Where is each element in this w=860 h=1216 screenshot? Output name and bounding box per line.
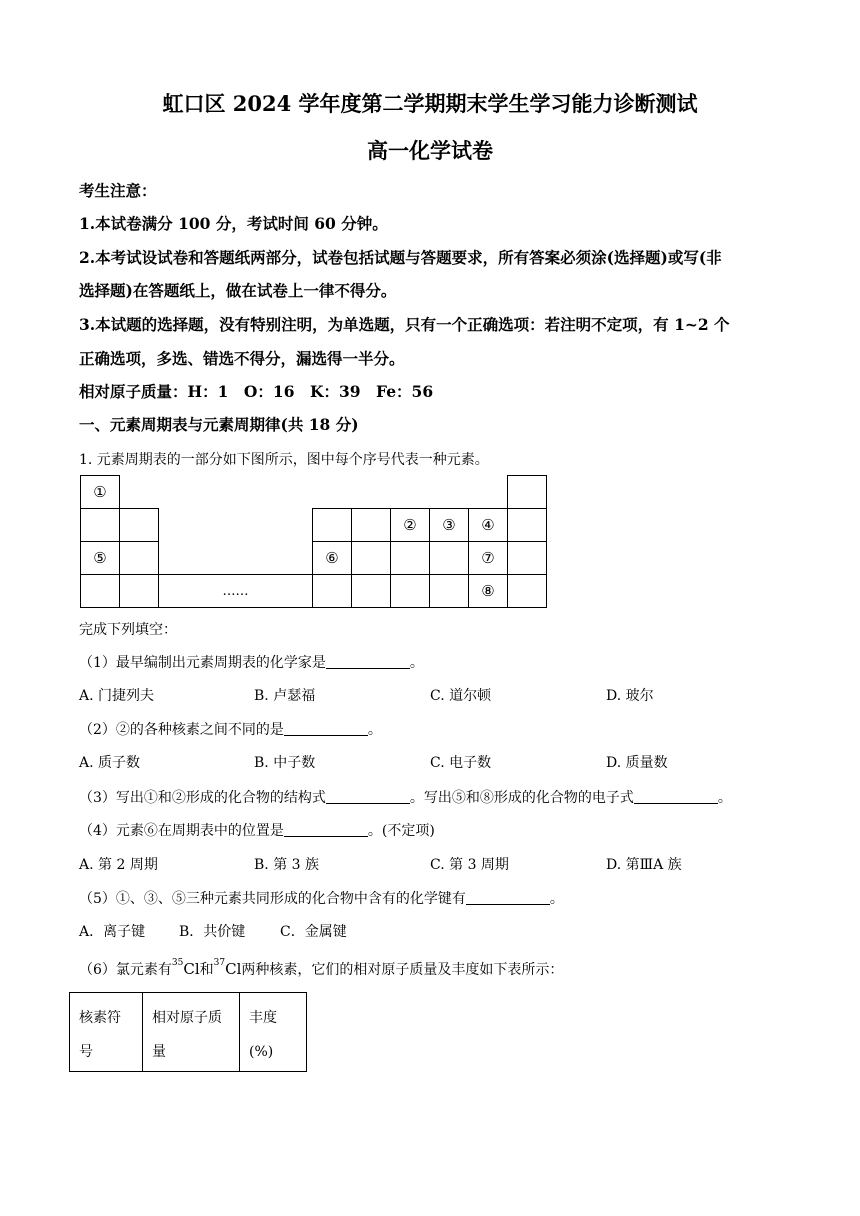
header-abundance: 丰度(%) [240,993,307,1072]
notice-rule-3b: 正确选项，多选、错选不得分，漏选得一半分。 [79,349,405,368]
section-1-heading: 一、元素周期表与元素周期律(共 18 分) [79,415,359,434]
notice-rule-3a: 3.本试题的选择题，没有特别注明，为单选题，只有一个正确选项：若注明不定项，有 1~2 个 [79,315,730,334]
question-1-2 [79,719,382,739]
question-1-6 [79,958,563,979]
pt-cell [119,574,159,608]
atomic-mass-line: 相对原子质量：H：1 O：16 K：39 Fe：56 [79,382,434,401]
pt-cell-7: ⑦ [468,541,508,575]
pt-cell-5: ⑤ [80,541,120,575]
question-text-end: 。(不定项) [367,823,435,839]
pt-cell [119,541,159,575]
pt-cell-4: ④ [468,508,508,542]
answer-blank [284,721,368,736]
option-a: A. 质子数 [79,755,141,771]
answer-blank [326,654,410,669]
mass-number: 35 [171,958,184,968]
option-c: C. 电子数 [430,755,492,771]
question-1-4 [79,820,435,840]
pt-cell [507,541,547,575]
header-isotope-symbol: 核素符号 [70,993,143,1072]
isotope-cl37 [214,960,242,978]
question-text-end: 。 [549,891,564,907]
pt-cell [507,475,547,509]
pt-cell-ellipsis: …… [158,574,313,608]
table-header-row [70,993,307,1072]
question-text: （4）元素⑥在周期表中的位置是 [79,823,284,839]
option-c: C. 第 3 周期 [430,857,509,873]
question-text-end: 。 [409,655,424,671]
mass-number: 37 [213,958,226,968]
answer-blank [284,822,368,837]
question-text: （3）写出①和②形成的化合物的结构式 [79,790,326,806]
question-text: （5）①、③、⑤三种元素共同形成的化合物中含有的化学键有 [79,891,466,907]
pt-cell [312,508,352,542]
answer-blank [466,890,550,905]
header-relative-mass: 相对原子质量 [143,993,240,1072]
question-text: （6）氯元素有 [79,962,172,978]
option-a: A. 门捷列夫 [79,688,155,704]
option-c: C．金属键 [280,924,347,940]
exam-title: 虹口区 2024 学年度第二学期期末学生学习能力诊断测试 [162,91,698,116]
notice-rule-2a: 2.本考试设试卷和答题纸两部分，试卷包括试题与答题要求，所有答案必须涂(选择题)或写(非 [79,248,722,267]
pt-cell [507,574,547,608]
pt-cell [351,508,391,542]
question-1-5 [79,888,564,908]
pt-cell [429,574,469,608]
option-c: C. 道尔顿 [430,688,492,704]
fill-in-instruction: 完成下列填空： [79,622,177,638]
question-text-end: 。 [717,790,732,806]
question-1-stem: 1. 元素周期表的一部分如下图所示，图中每个序号代表一种元素。 [79,452,489,468]
pt-cell [351,574,391,608]
pt-cell [80,574,120,608]
element-symbol: Cl [183,960,200,978]
pt-cell [390,574,430,608]
question-text-end: 。 [367,722,382,738]
pt-cell [390,541,430,575]
question-text-mid: 。写出⑤和⑧形成的化合物的电子式 [409,790,634,806]
exam-subtitle: 高一化学试卷 [367,138,493,163]
option-d: D. 玻尔 [606,688,654,704]
answer-blank [634,789,718,804]
answer-blank [326,789,410,804]
pt-cell-1: ① [80,475,120,509]
question-1-3 [79,787,732,807]
question-text: （1）最早编制出元素周期表的化学家是 [79,655,326,671]
option-b: B. 中子数 [254,755,316,771]
notice-rule-2b: 选择题)在答题纸上，做在试卷上一律不得分。 [79,281,397,300]
option-a: A. 第 2 周期 [79,857,158,873]
question-text-mid: 和 [199,962,214,978]
pt-cell [80,508,120,542]
option-b: B．共价键 [179,924,246,940]
pt-cell-6: ⑥ [312,541,352,575]
pt-cell [429,541,469,575]
question-text: （2）②的各种核素之间不同的是 [79,722,284,738]
pt-cell [351,541,391,575]
option-a: A．离子键 [79,924,146,940]
notice-rule-1: 1.本试卷满分 100 分，考试时间 60 分钟。 [79,214,388,233]
pt-cell-2: ② [390,508,430,542]
option-b: B. 卢瑟福 [254,688,316,704]
option-b: B. 第 3 族 [254,857,319,873]
question-1-1 [79,652,424,672]
pt-cell [312,574,352,608]
pt-cell [507,508,547,542]
pt-cell-3: ③ [429,508,469,542]
isotope-cl35 [172,960,200,978]
isotope-abundance-table [69,992,307,1072]
question-text-end: 两种核素，它们的相对原子质量及丰度如下表所示： [241,962,564,978]
option-d: D. 质量数 [606,755,668,771]
pt-cell-8: ⑧ [468,574,508,608]
notice-heading: 考生注意： [79,181,157,200]
element-symbol: Cl [225,960,242,978]
pt-cell [119,508,159,542]
option-d: D. 第ⅢA 族 [606,857,682,873]
